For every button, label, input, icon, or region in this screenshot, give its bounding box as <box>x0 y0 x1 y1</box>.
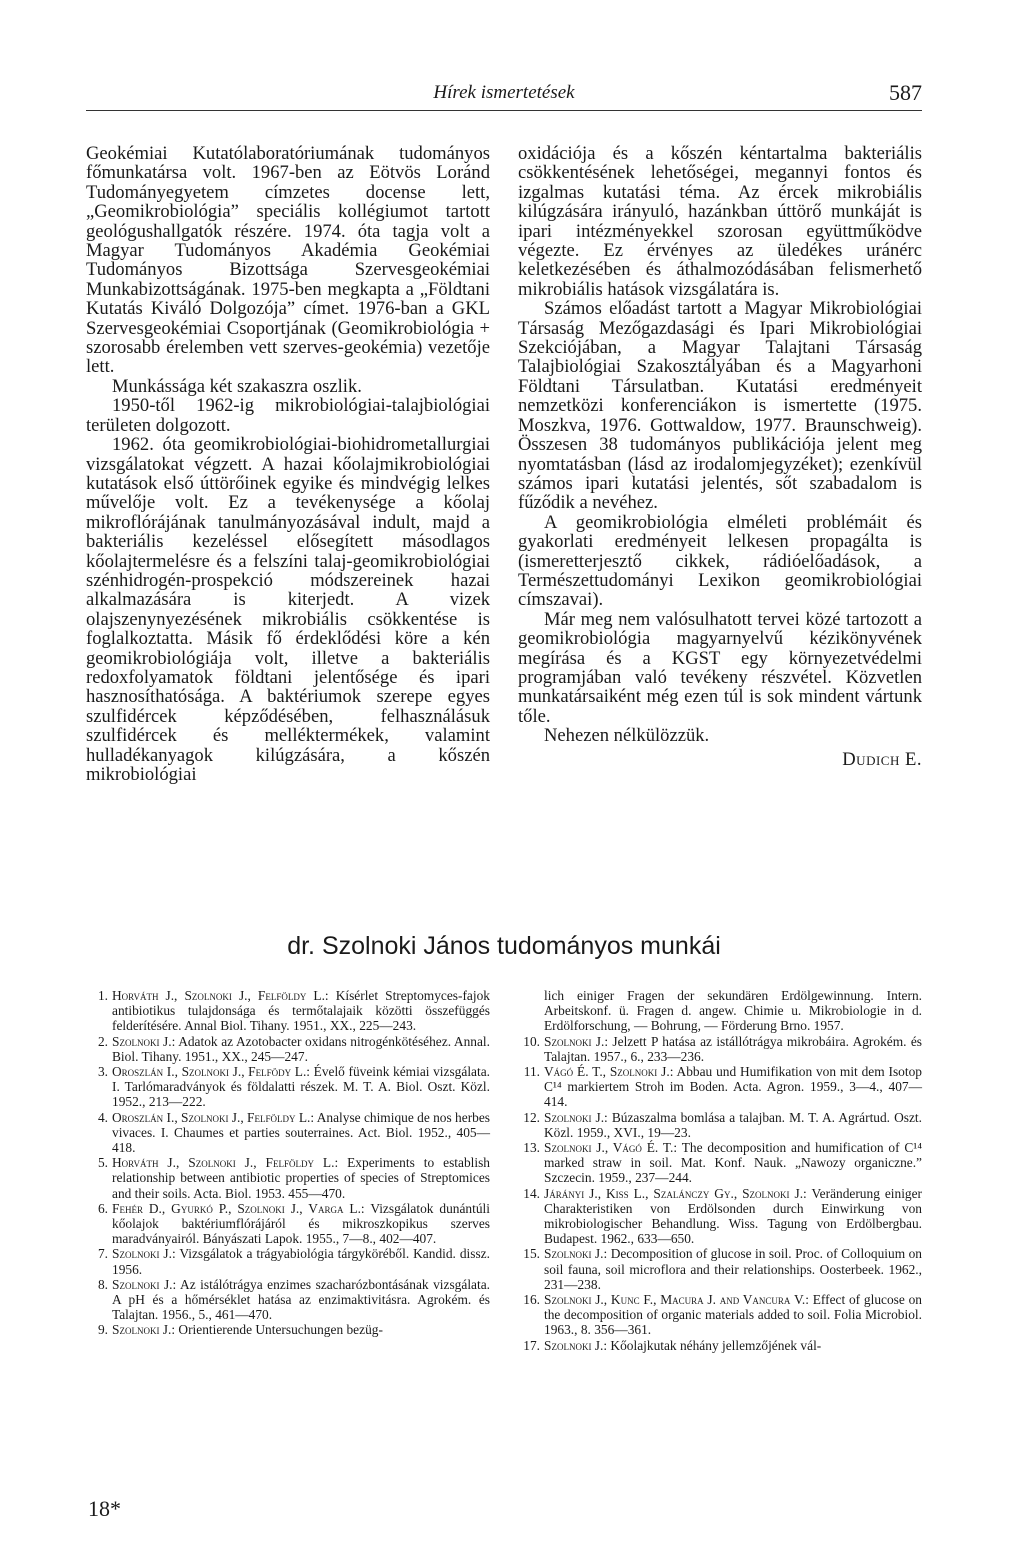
reference-authors: Szolnoki J.: <box>112 1246 176 1262</box>
reference-number: 6. <box>97 1200 108 1216</box>
reference-citation: Vizsgálatok a trágyabiológia tárgyköréből. Kandid. dissz. 1956. <box>112 1246 490 1277</box>
reference-text <box>112 1246 490 1276</box>
signature-mark: 18* <box>88 1496 121 1521</box>
reference-number: 11. <box>523 1064 540 1080</box>
reference-authors: Vágó É. T., Szolnoki J.: <box>544 1064 674 1080</box>
reference-citation: Az istálótrágya enzimes szacharózbontásának vizsgálata. A pH és a hőmérséklet hatása az enzimaktivitásra. Agrokém. és Talajtan. 1956., 5., 461—470. <box>112 1276 490 1323</box>
bibliography-right-column <box>518 988 922 1353</box>
reference-authors: Oroszlán I., Szolnoki J., Felföldy L.: <box>112 1109 315 1125</box>
paragraph: Már meg nem valósulhatott tervei közé tartozott a geomikrobiológia magyarnyelvű kézikönyvének megírása és a KGST egy környezetvédelmi programjában való tevékeny részvétel. Közvetlen munkatársaiként még ezen túl is sok mindent vártunk tőle. <box>518 608 922 727</box>
reference-authors: Szolnoki J.: <box>112 1322 176 1338</box>
reference-authors: Oroszlán I., Szolnoki J., Felfödy L.: <box>112 1064 311 1080</box>
reference-entry <box>86 1246 490 1276</box>
reference-entry <box>86 1034 490 1064</box>
reference-text <box>112 1322 490 1337</box>
paragraph: A geomikrobiológia elméleti problémáit és gyakorlati eredményeit lelkesen propagálta is (ismeretterjesztő cikkek, rádióelőadások, a Természettudományi Lexikon geomikrobiológiai címszavai). <box>518 511 922 611</box>
reference-authors: Szolnoki J.: <box>112 1276 177 1292</box>
reference-authors: Szolnoki J.: <box>112 1033 176 1049</box>
reference-number: 14. <box>523 1185 540 1201</box>
reference-number: 3. <box>97 1064 108 1080</box>
reference-authors: Szolnoki J.: <box>544 1246 608 1262</box>
reference-text <box>112 1034 490 1064</box>
reference-text <box>544 1064 922 1110</box>
reference-number: 7. <box>97 1246 108 1262</box>
reference-text <box>544 1338 922 1353</box>
reference-citation: Veränderung einiger Charakteristiken von Erdölsonden durch Einwirkung von mikrobiologischer Behandlung. Wiss. Tagung von Erdölbergbau. Budapest. 1962., 633—650. <box>544 1185 923 1247</box>
reference-text <box>112 1110 490 1156</box>
reference-citation: lich einiger Fragen der sekundären Erdölgewinnung. Intern. Arbeitskonf. ü. Fragen d. angew. Chimie u. Mikrobiologie in d. Erdölforschung, — Bohrung, — Förderung Brno. 1957. <box>544 988 922 1034</box>
right-column <box>518 144 922 784</box>
paragraph: Geokémiai Kutatólaboratóriumának tudományos főmunkatársa volt. 1967-ben az Eötvös Loránd Tudományegyetem címzetes docense lett, „Geomikrobiológia” speciális kollégiumot tartott geológushallgatók részére. 1974. óta tagja volt a Magyar Tudományos Akadémia Geokémiai Tudományos Bizottsága Szervesgeokémiai Munkabizottságának. 1975-ben megkapta a „Földtani Kutatás Kiváló Dolgozója” címet. 1976-ban a GKL Szervesgeokémiai Csoportjának (Geomikrobiológia + szorosabb érelemben vett szerves-geokémia) vezetője lett. <box>86 143 490 378</box>
reference-entry <box>86 1155 490 1201</box>
reference-authors: Szolnoki J.: <box>544 1109 608 1125</box>
article-body <box>86 144 922 784</box>
reference-number: 12. <box>523 1109 540 1125</box>
reference-citation: Decomposition of glucose in soil. Proc. of Colloquium on soil fauna, soil microflora and their relationships. Oosterbeek. 1962., 231—238. <box>544 1246 922 1292</box>
reference-entry <box>518 1140 922 1186</box>
reference-number: 17. <box>523 1337 540 1353</box>
reference-authors: Szolnoki J., Kunc F., Macura J. and Vancura V.: <box>544 1292 809 1308</box>
reference-number: 2. <box>97 1033 108 1049</box>
reference-entry <box>518 1186 922 1247</box>
reference-text <box>112 988 490 1034</box>
bibliography-left-column <box>86 988 490 1353</box>
reference-text <box>112 1064 490 1110</box>
page-number: 587 <box>889 80 922 105</box>
left-column <box>86 144 490 784</box>
reference-citation: Búzaszalma bomlása a talajban. M. T. A. Agrártud. Oszt. Közl. 1959., XVI., 19—23. <box>544 1109 922 1140</box>
reference-citation: Abbau und Humifikation von mit dem Isotop C¹⁴ markiertem Stroh im Boden. Acta. Agron. 1959., 3—4., 407—414. <box>544 1064 922 1110</box>
reference-citation: Orientierende Untersuchungen bezüg- <box>175 1322 383 1338</box>
reference-entry <box>86 1201 490 1247</box>
reference-citation: Adatok az Azotobacter oxidans nitrogénkötéséhez. Annal. Biol. Tihany. 1951., XX., 245—247. <box>112 1033 490 1064</box>
reference-text <box>544 1292 922 1338</box>
reference-citation: The decomposition and humification of C¹⁴ marked straw in soil. Mat. Konf. Nauk. „Nawozy organiczne.” Szczecin. 1959., 237—244. <box>544 1140 922 1186</box>
paragraph: Számos előadást tartott a Magyar Mikrobiológiai Társaság Mezőgazdasági és Ipari Mikrobiológiai Szekciójában, a Magyar Talajtani Társaság Talajbiológiai Szakosztályában és a Magyarhoni Földtani Társulatban. Kutatási eredményeit nemzetközi konferenciákon is ismertette (1975. Moszkva, 1976. Gottwaldow, 1977. Braunschweig). Összesen 38 tudományos publikációja jelent meg nyomtatásban (lásd az irodalomjegyzéket); ezenkívül számos ipari kutatási jelentés, sőt szabadalom is fűződik a nevéhez. <box>518 298 922 514</box>
reference-authors: Fehér D., Gyurkó P., Szolnoki J., Varga L.: <box>112 1200 365 1216</box>
reference-authors: Szolnoki J.: <box>544 1337 608 1353</box>
reference-text <box>544 988 922 1034</box>
reference-citation: Vizsgálatok dunántúli kőolajok baktériumflórájáról és mikroszkopikus szerves maradványairól. Bányászati Lapok. 1955., 7—8., 402—407. <box>112 1200 490 1247</box>
reference-number: 16. <box>523 1292 540 1308</box>
reference-entry <box>518 1064 922 1110</box>
reference-citation: Jelzett P hatása az istállótrágya mikrobáira. Agrokém. és Talajtan. 1957., 6., 233—236. <box>544 1033 922 1064</box>
reference-entry <box>518 1034 922 1064</box>
reference-number: 15. <box>523 1246 540 1262</box>
reference-number: 13. <box>523 1140 540 1156</box>
paragraph: Munkássága két szakaszra oszlik. <box>112 375 362 397</box>
reference-number <box>518 988 544 1034</box>
reference-citation: Effect of glucose on the decomposition of organic materials added to soil. Folia Microbiol. 1963., 8. 356—361. <box>544 1292 922 1338</box>
reference-authors: Horváth J., Szolnoki J., Felföldy L.: <box>112 988 329 1003</box>
reference-citation: Évelő füveink kémiai vizsgálata. I. Tarlómaradványok és földalatti részek. M. T. A. Biol. Oszt. Közl. 1952., 213—222. <box>112 1064 490 1110</box>
reference-text <box>112 1155 490 1201</box>
reference-number: 5. <box>97 1155 108 1171</box>
reference-authors: Szolnoki J.: <box>544 1033 609 1049</box>
reference-entry <box>518 1246 922 1292</box>
reference-text <box>544 1140 922 1186</box>
reference-text <box>112 1277 490 1323</box>
reference-authors: Járányi J., Kiss L., Szalánczy Gy., Szolnoki J.: <box>544 1185 807 1201</box>
reference-text <box>544 1034 922 1064</box>
reference-text <box>112 1201 490 1247</box>
reference-number: 8. <box>97 1276 108 1292</box>
paragraph: Nehezen nélkülözzük. <box>544 725 710 747</box>
section-title: dr. Szolnoki János tudományos munkái <box>287 932 721 960</box>
reference-entry <box>86 1064 490 1110</box>
page-header <box>86 70 922 111</box>
reference-authors: Horváth J., Szolnoki J., Felföldy L.: <box>112 1155 339 1171</box>
reference-entry <box>518 1338 922 1353</box>
reference-text <box>544 1110 922 1140</box>
reference-citation: Analyse chimique de nos herbes vivaces. I. Chaumes et parties souterraines. Act. Biol. 1952., 405—418. <box>112 1109 491 1156</box>
reference-citation: Experiments to establish relationship between antibiotic properties of species of Streptomices and their soils. Acta. Biol. 1953. 455—470. <box>112 1155 490 1201</box>
reference-number: 9. <box>97 1322 108 1338</box>
paragraph: 1950-től 1962-ig mikrobiológiai-talajbiológiai területen dolgozott. <box>86 395 490 436</box>
author-signature: Dudich E. <box>842 748 922 770</box>
reference-text <box>544 1246 922 1292</box>
reference-citation: Kőolajkutak néhány jellemzőjének vál- <box>607 1337 822 1353</box>
running-head: Hírek ismertetések <box>433 82 575 103</box>
paragraph: oxidációja és a kőszén kéntartalma bakteriális csökkentésének lehetőségei, megannyi fontos és izgalmas kutatási téma. Az ércek mikrobiális kilúgzására irányuló, hazánkban úttörő munkáját is ipari intézményekkel szorosan együttműködve végezte. Ez érvényes az üledékes uránérc keletkezésében és áthalmozódásában felismerhető mikrobiális hatások vizsgálatára is. <box>518 143 922 300</box>
reference-entry <box>86 1110 490 1156</box>
reference-number: 4. <box>97 1109 108 1125</box>
reference-entry <box>518 988 922 1034</box>
reference-text <box>544 1186 922 1247</box>
reference-authors: Szolnoki J., Vágó É. T.: <box>544 1140 678 1156</box>
reference-number: 1. <box>97 988 108 1003</box>
reference-citation: Kísérlet Streptomyces-fajok antibiotikus tulajdonsága és termőtalajaik közötti összefüggés felderítésére. Annal Biol. Tihany. 1951., XX., 225—243. <box>112 988 490 1034</box>
reference-entry <box>518 1292 922 1338</box>
reference-entry <box>86 1322 490 1337</box>
paragraph: 1962. óta geomikrobiológiai-biohidrometallurgiai vizsgálatokat végzett. A hazai kőolajmikrobiológiai kutatások első úttörőinek egyike és mindvégig lelkes művelője volt. Ez a tevékenysége a kőolaj mikroflórájának tanulmányozásával indult, majd a bakteriális kezeléssel elősegített másodlagos kőolajtermelésre és a felszíni talaj-geomikrobiológiai szénhidrogén-prospekció módszereinek hazai alkalmazására is kiterjedt. A vizek olajszenynyezésének mikrobiális csökkentése is foglalkoztatta. Másik fő érdeklődési köre a kén geomikrobiológiája volt, illetve a bakteriális redoxfolyamatok földtani jelentősége és ipari hasznosíthatósága. A baktériumok szerepe egyes szulfidércek képződésében, felhasználásuk szulfidércek és melléktermékek, valamint hulladékanyagok kilúgzására, a kőszén mikrobiológiai <box>86 434 490 785</box>
reference-entry <box>518 1110 922 1140</box>
reference-number: 10. <box>523 1033 540 1049</box>
bibliography <box>86 988 922 1353</box>
reference-entry <box>86 988 490 1034</box>
reference-entry <box>86 1277 490 1323</box>
